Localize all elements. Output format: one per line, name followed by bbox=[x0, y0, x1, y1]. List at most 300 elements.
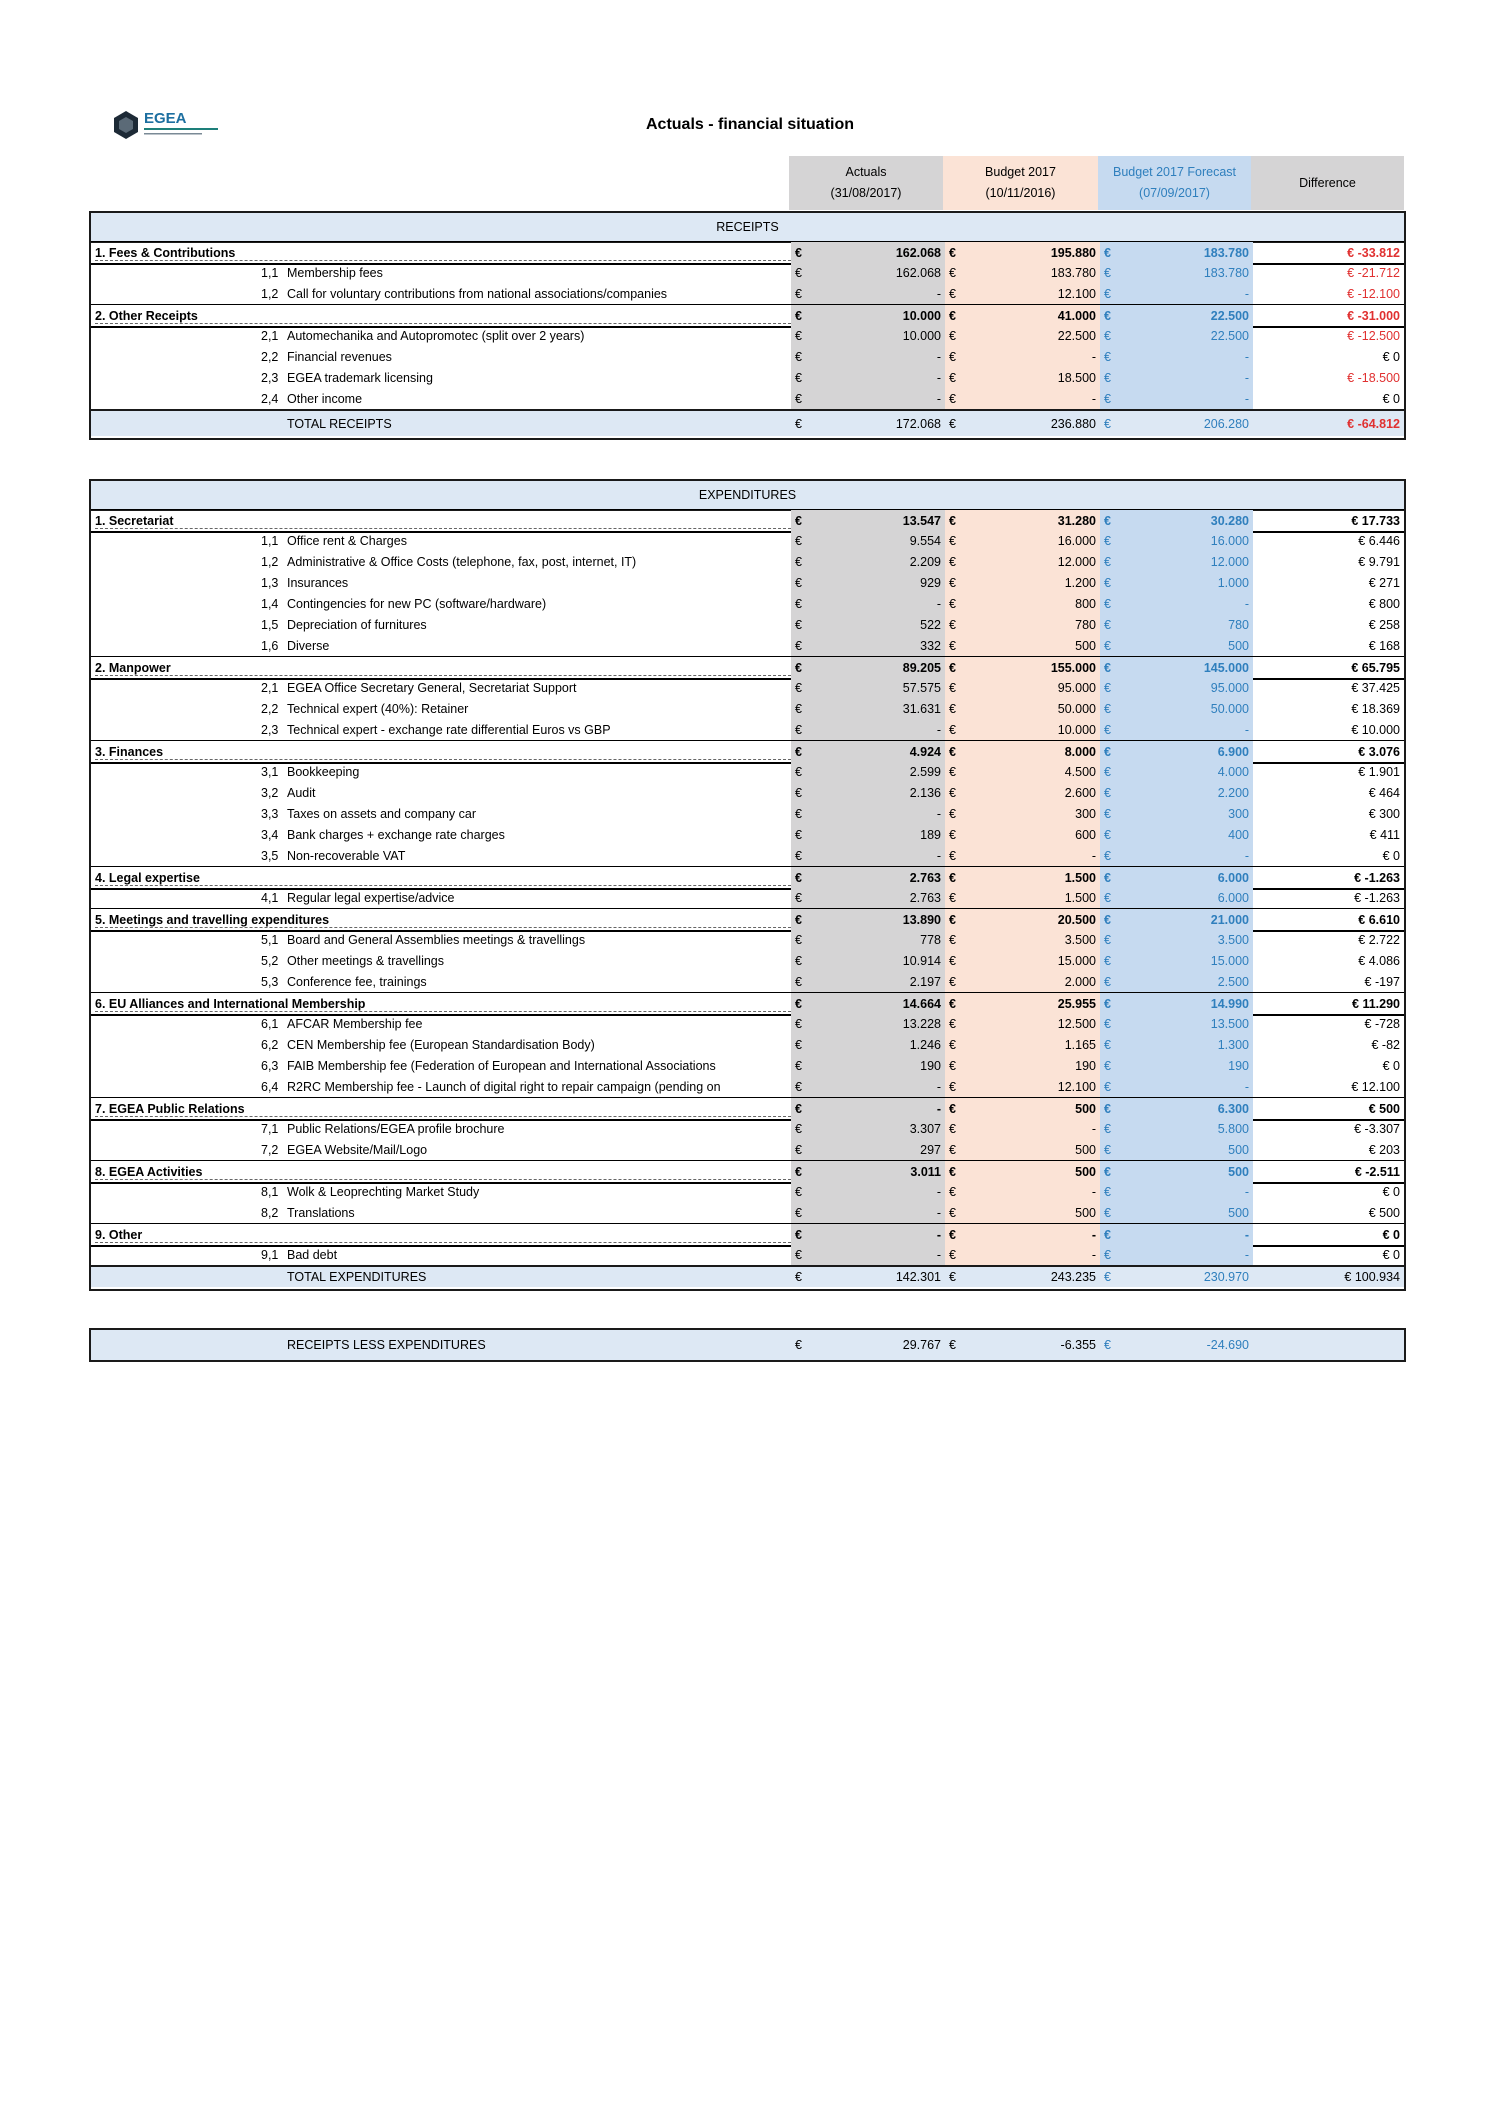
actual-value: 1.246 bbox=[909, 1037, 941, 1052]
row-label-text: Board and General Assemblies meetings & travellings bbox=[287, 932, 586, 947]
actual-value-cell bbox=[791, 1013, 945, 1034]
difference-cell bbox=[1253, 1224, 1404, 1245]
col-head-forecast bbox=[1098, 156, 1251, 210]
row-label-text: Regular legal expertise/advice bbox=[287, 890, 455, 905]
currency-symbol: € bbox=[795, 722, 802, 737]
currency-symbol: € bbox=[949, 660, 956, 675]
difference-cell bbox=[1253, 1139, 1404, 1160]
row-code: 4,1 bbox=[261, 890, 279, 905]
currency-symbol: € bbox=[949, 1142, 956, 1157]
forecast-value-cell bbox=[1100, 1224, 1253, 1245]
currency-symbol: € bbox=[1104, 1121, 1111, 1136]
actual-value-cell bbox=[791, 867, 945, 888]
forecast-value-cell bbox=[1100, 1330, 1253, 1360]
row-code: 1,2 bbox=[261, 286, 279, 301]
budget-value-cell bbox=[945, 719, 1100, 740]
currency-symbol: € bbox=[1104, 328, 1111, 343]
row-code: 2,1 bbox=[261, 328, 279, 343]
forecast-value-cell bbox=[1100, 388, 1253, 409]
row-label bbox=[91, 845, 791, 866]
currency-symbol: € bbox=[1104, 1247, 1111, 1262]
difference-value: € 0 bbox=[1382, 349, 1400, 364]
row-label-text: Administrative & Office Costs (telephone, fax, post, internet, IT) bbox=[287, 554, 637, 569]
currency-symbol: € bbox=[795, 1338, 802, 1352]
forecast-value: 1.000 bbox=[1217, 575, 1249, 590]
actual-value-cell bbox=[791, 305, 945, 326]
budget-value-cell bbox=[945, 510, 1100, 531]
forecast-value-cell bbox=[1100, 346, 1253, 367]
currency-symbol: € bbox=[795, 1121, 802, 1136]
budget-value: 16.000 bbox=[1057, 533, 1096, 548]
row-label-text: CEN Membership fee (European Standardisation Body) bbox=[287, 1037, 595, 1052]
difference-value: € 1.901 bbox=[1358, 764, 1400, 779]
currency-symbol: € bbox=[949, 1270, 956, 1284]
row-label bbox=[91, 761, 791, 782]
difference-value: € 0 bbox=[1382, 1247, 1400, 1262]
row-label-text: Financial revenues bbox=[287, 349, 392, 364]
budget-value-cell bbox=[945, 1224, 1100, 1245]
currency-symbol: € bbox=[949, 806, 956, 821]
row-label-text: Call for voluntary contributions from national associations/companies bbox=[287, 286, 668, 301]
actual-value-cell bbox=[791, 1224, 945, 1245]
table-row bbox=[91, 614, 1404, 635]
forecast-value-cell bbox=[1100, 677, 1253, 698]
budget-value-cell bbox=[945, 635, 1100, 656]
row-label-text: Translations bbox=[287, 1205, 355, 1220]
budget-value: 183.780 bbox=[1050, 265, 1096, 280]
currency-symbol: € bbox=[795, 533, 802, 548]
currency-symbol: € bbox=[1104, 1016, 1111, 1031]
currency-symbol: € bbox=[949, 701, 956, 716]
actual-value: 2.599 bbox=[909, 764, 941, 779]
difference-cell bbox=[1253, 761, 1404, 782]
row-label-text: Wolk & Leoprechting Market Study bbox=[287, 1184, 480, 1199]
actual-value: - bbox=[936, 596, 941, 611]
currency-symbol: € bbox=[949, 391, 956, 406]
currency-symbol: € bbox=[795, 744, 802, 759]
forecast-value: 3.500 bbox=[1217, 932, 1249, 947]
forecast-value: 6.000 bbox=[1217, 870, 1249, 885]
total-row bbox=[91, 1265, 1404, 1287]
currency-symbol: € bbox=[795, 1270, 802, 1284]
forecast-value-cell bbox=[1100, 593, 1253, 614]
actual-value: 29.767 bbox=[902, 1338, 941, 1352]
currency-symbol: € bbox=[949, 680, 956, 695]
actual-value-cell bbox=[791, 530, 945, 551]
actual-value-cell bbox=[791, 325, 945, 346]
budget-value-cell bbox=[945, 1244, 1100, 1265]
actual-value: - bbox=[936, 848, 941, 863]
row-label-text: Insurances bbox=[287, 575, 349, 590]
forecast-value-cell bbox=[1100, 782, 1253, 803]
table-row bbox=[91, 719, 1404, 740]
currency-symbol: € bbox=[1104, 308, 1111, 323]
col-actuals-label: Actuals bbox=[845, 165, 887, 179]
row-code: 7,2 bbox=[261, 1142, 279, 1157]
actual-value-cell bbox=[791, 1244, 945, 1265]
currency-symbol: € bbox=[949, 912, 956, 927]
forecast-value: 500 bbox=[1228, 1142, 1249, 1157]
budget-value: 12.100 bbox=[1057, 286, 1096, 301]
row-label-text: FAIB Membership fee (Federation of European and International Associations bbox=[287, 1058, 716, 1073]
actual-value-cell bbox=[791, 572, 945, 593]
forecast-value: 95.000 bbox=[1210, 680, 1249, 695]
currency-symbol: € bbox=[949, 286, 956, 301]
difference-value: € 6.446 bbox=[1358, 533, 1400, 548]
forecast-value-cell bbox=[1100, 761, 1253, 782]
row-label-text: EGEA Website/Mail/Logo bbox=[287, 1142, 428, 1157]
table-row bbox=[91, 1244, 1404, 1265]
row-label bbox=[91, 741, 791, 762]
forecast-value-cell bbox=[1100, 929, 1253, 950]
currency-symbol: € bbox=[1104, 596, 1111, 611]
currency-symbol: € bbox=[1104, 953, 1111, 968]
row-label-text: Audit bbox=[287, 785, 316, 800]
currency-symbol: € bbox=[949, 554, 956, 569]
difference-value: € -1.263 bbox=[1354, 870, 1400, 885]
table-row bbox=[91, 698, 1404, 719]
difference-cell bbox=[1253, 283, 1404, 304]
row-code: 2,2 bbox=[261, 701, 279, 716]
actual-value: - bbox=[936, 286, 941, 301]
actual-value-cell bbox=[791, 845, 945, 866]
difference-cell bbox=[1253, 657, 1404, 678]
currency-symbol: € bbox=[795, 764, 802, 779]
row-label-text: R2RC Membership fee - Launch of digital right to repair campaign (pending on bbox=[287, 1079, 721, 1094]
actual-value: 332 bbox=[920, 638, 941, 653]
difference-value: € 0 bbox=[1382, 848, 1400, 863]
currency-symbol: € bbox=[949, 416, 956, 431]
currency-symbol: € bbox=[949, 265, 956, 280]
currency-symbol: € bbox=[949, 370, 956, 385]
currency-symbol: € bbox=[949, 596, 956, 611]
forecast-value: 13.500 bbox=[1210, 1016, 1249, 1031]
difference-value: € 37.425 bbox=[1351, 680, 1400, 695]
forecast-value: 50.000 bbox=[1210, 701, 1249, 716]
row-label bbox=[91, 909, 791, 930]
difference-value: € 500 bbox=[1368, 1101, 1400, 1116]
forecast-value-cell bbox=[1100, 305, 1253, 326]
budget-value: 195.880 bbox=[1050, 245, 1096, 260]
currency-symbol: € bbox=[1104, 349, 1111, 364]
actual-value-cell bbox=[791, 761, 945, 782]
forecast-value: - bbox=[1244, 370, 1249, 385]
row-label bbox=[91, 824, 791, 845]
currency-symbol: € bbox=[949, 722, 956, 737]
currency-symbol: € bbox=[1104, 764, 1111, 779]
actual-value: 14.664 bbox=[902, 996, 941, 1011]
difference-cell bbox=[1253, 993, 1404, 1014]
col-actuals-date: (31/08/2017) bbox=[830, 186, 902, 200]
row-label bbox=[91, 1267, 791, 1287]
row-label bbox=[91, 677, 791, 698]
difference-value: € 500 bbox=[1368, 1205, 1400, 1220]
table-row bbox=[91, 367, 1404, 388]
actual-value: 10.000 bbox=[902, 328, 941, 343]
actual-value-cell bbox=[791, 657, 945, 678]
forecast-value: 206.280 bbox=[1203, 416, 1249, 431]
currency-symbol: € bbox=[795, 575, 802, 590]
actual-value-cell bbox=[791, 1076, 945, 1097]
budget-value-cell bbox=[945, 761, 1100, 782]
receipts-header: RECEIPTS bbox=[91, 213, 1404, 243]
currency-symbol: € bbox=[1104, 660, 1111, 675]
table-row bbox=[91, 1139, 1404, 1160]
actual-value-cell bbox=[791, 411, 945, 436]
col-head-actuals bbox=[789, 156, 943, 210]
difference-value: € -82 bbox=[1371, 1037, 1400, 1052]
currency-symbol: € bbox=[1104, 1037, 1111, 1052]
table-row bbox=[91, 262, 1404, 283]
row-label-text: Other meetings & travellings bbox=[287, 953, 445, 968]
page-title: Actuals - financial situation bbox=[645, 116, 855, 133]
actual-value-cell bbox=[791, 1202, 945, 1223]
actual-value-cell bbox=[791, 1330, 945, 1360]
actual-value: 2.209 bbox=[909, 554, 941, 569]
actual-value-cell bbox=[791, 677, 945, 698]
difference-value: € -197 bbox=[1364, 974, 1400, 989]
difference-value: € -2.511 bbox=[1354, 1164, 1400, 1179]
currency-symbol: € bbox=[1104, 533, 1111, 548]
row-label-text: Depreciation of furnitures bbox=[287, 617, 427, 632]
currency-symbol: € bbox=[1104, 391, 1111, 406]
budget-value: 2.000 bbox=[1064, 974, 1096, 989]
actual-value-cell bbox=[791, 262, 945, 283]
currency-symbol: € bbox=[795, 1142, 802, 1157]
forecast-value: 14.990 bbox=[1210, 996, 1249, 1011]
currency-symbol: € bbox=[795, 996, 802, 1011]
row-label-text: 2. Manpower bbox=[95, 660, 171, 675]
difference-cell bbox=[1253, 1055, 1404, 1076]
row-code: 8,2 bbox=[261, 1205, 279, 1220]
currency-symbol: € bbox=[949, 245, 956, 260]
row-label-text: Non-recoverable VAT bbox=[287, 848, 406, 863]
budget-value: - bbox=[1091, 1121, 1096, 1136]
table-row bbox=[91, 887, 1404, 908]
currency-symbol: € bbox=[1104, 286, 1111, 301]
forecast-value-cell bbox=[1100, 845, 1253, 866]
budget-value-cell bbox=[945, 325, 1100, 346]
currency-symbol: € bbox=[795, 1205, 802, 1220]
forecast-value-cell bbox=[1100, 325, 1253, 346]
difference-cell bbox=[1253, 346, 1404, 367]
budget-value-cell bbox=[945, 305, 1100, 326]
budget-value-cell bbox=[945, 845, 1100, 866]
currency-symbol: € bbox=[1104, 701, 1111, 716]
row-label bbox=[91, 551, 791, 572]
row-label-text: 8. EGEA Activities bbox=[95, 1164, 203, 1179]
currency-symbol: € bbox=[795, 391, 802, 406]
row-code: 5,3 bbox=[261, 974, 279, 989]
difference-value: € 0 bbox=[1382, 1184, 1400, 1199]
forecast-value: 500 bbox=[1228, 1164, 1249, 1179]
row-label-text: Taxes on assets and company car bbox=[287, 806, 476, 821]
forecast-value: 500 bbox=[1228, 1205, 1249, 1220]
currency-symbol: € bbox=[795, 660, 802, 675]
total-row bbox=[91, 1330, 1404, 1360]
currency-symbol: € bbox=[795, 1037, 802, 1052]
actual-value: - bbox=[936, 1101, 941, 1116]
forecast-value: - bbox=[1244, 1079, 1249, 1094]
row-code: 7,1 bbox=[261, 1121, 279, 1136]
forecast-value: 4.000 bbox=[1217, 764, 1249, 779]
currency-symbol: € bbox=[1104, 575, 1111, 590]
actual-value: 142.301 bbox=[895, 1270, 941, 1284]
budget-value: 236.880 bbox=[1050, 416, 1096, 431]
currency-symbol: € bbox=[949, 1121, 956, 1136]
row-code: 3,1 bbox=[261, 764, 279, 779]
difference-cell bbox=[1253, 614, 1404, 635]
expenditures-header: EXPENDITURES bbox=[91, 481, 1404, 511]
difference-value: € 17.733 bbox=[1351, 513, 1400, 528]
currency-symbol: € bbox=[949, 1184, 956, 1199]
difference-value: € 464 bbox=[1368, 785, 1400, 800]
difference-value: € -18.500 bbox=[1347, 370, 1400, 385]
actual-value: 2.763 bbox=[909, 890, 941, 905]
row-label bbox=[91, 367, 791, 388]
forecast-value: 22.500 bbox=[1210, 328, 1249, 343]
budget-value-cell bbox=[945, 1034, 1100, 1055]
actual-value-cell bbox=[791, 741, 945, 762]
row-label bbox=[91, 1139, 791, 1160]
forecast-value: -24.690 bbox=[1206, 1338, 1249, 1352]
row-code: 6,3 bbox=[261, 1058, 279, 1073]
currency-symbol: € bbox=[1104, 932, 1111, 947]
budget-value: 4.500 bbox=[1064, 764, 1096, 779]
budget-value: 500 bbox=[1075, 1164, 1096, 1179]
budget-value-cell bbox=[945, 657, 1100, 678]
budget-value-cell bbox=[945, 388, 1100, 409]
actual-value: - bbox=[936, 1079, 941, 1094]
currency-symbol: € bbox=[1104, 890, 1111, 905]
col-head-budget bbox=[943, 156, 1098, 210]
row-label-text: Bank charges + exchange rate charges bbox=[287, 827, 505, 842]
forecast-value-cell bbox=[1100, 1202, 1253, 1223]
table-row bbox=[91, 971, 1404, 992]
currency-symbol: € bbox=[1104, 744, 1111, 759]
difference-cell bbox=[1253, 510, 1404, 531]
currency-symbol: € bbox=[795, 349, 802, 364]
budget-value-cell bbox=[945, 698, 1100, 719]
budget-value-cell bbox=[945, 909, 1100, 930]
col-forecast-label: Budget 2017 Forecast bbox=[1113, 165, 1236, 179]
row-label bbox=[91, 510, 791, 531]
row-label-text: Membership fees bbox=[287, 265, 383, 280]
difference-value: € 258 bbox=[1368, 617, 1400, 632]
forecast-value-cell bbox=[1100, 1244, 1253, 1265]
forecast-value-cell bbox=[1100, 1118, 1253, 1139]
forecast-value: - bbox=[1244, 596, 1249, 611]
table-row bbox=[91, 1181, 1404, 1202]
row-label bbox=[91, 1118, 791, 1139]
currency-symbol: € bbox=[1104, 848, 1111, 863]
row-label bbox=[91, 1013, 791, 1034]
budget-value: 155.000 bbox=[1050, 660, 1096, 675]
table-row bbox=[91, 593, 1404, 614]
budget-value: 18.500 bbox=[1057, 370, 1096, 385]
difference-cell bbox=[1253, 887, 1404, 908]
currency-symbol: € bbox=[795, 286, 802, 301]
actual-value: - bbox=[936, 1184, 941, 1199]
actual-value-cell bbox=[791, 993, 945, 1014]
forecast-value: 183.780 bbox=[1203, 245, 1249, 260]
actual-value-cell bbox=[791, 1034, 945, 1055]
difference-cell bbox=[1253, 698, 1404, 719]
difference-cell bbox=[1253, 325, 1404, 346]
currency-symbol: € bbox=[1104, 370, 1111, 385]
table-row bbox=[91, 929, 1404, 950]
row-label-text: Bad debt bbox=[287, 1247, 338, 1262]
currency-symbol: € bbox=[795, 1184, 802, 1199]
currency-symbol: € bbox=[1104, 1338, 1111, 1352]
table-row bbox=[91, 824, 1404, 845]
actual-value: 31.631 bbox=[902, 701, 941, 716]
table-row bbox=[91, 530, 1404, 551]
row-label-text: Contingencies for new PC (software/hardware) bbox=[287, 596, 547, 611]
forecast-value: 21.000 bbox=[1210, 912, 1249, 927]
difference-value: € 6.610 bbox=[1358, 912, 1400, 927]
currency-symbol: € bbox=[949, 575, 956, 590]
actual-value: 172.068 bbox=[895, 416, 941, 431]
forecast-value-cell bbox=[1100, 719, 1253, 740]
row-label-text: 9. Other bbox=[95, 1227, 143, 1242]
row-label-text: Bookkeeping bbox=[287, 764, 360, 779]
difference-cell bbox=[1253, 388, 1404, 409]
logo-text: EGEA bbox=[144, 110, 187, 127]
currency-symbol: € bbox=[795, 890, 802, 905]
budget-value-cell bbox=[945, 593, 1100, 614]
difference-cell bbox=[1253, 719, 1404, 740]
currency-symbol: € bbox=[795, 617, 802, 632]
currency-symbol: € bbox=[1104, 785, 1111, 800]
actual-value: - bbox=[936, 349, 941, 364]
forecast-value-cell bbox=[1100, 1098, 1253, 1119]
actual-value: 10.000 bbox=[902, 308, 941, 323]
actual-value: - bbox=[936, 722, 941, 737]
row-label bbox=[91, 993, 791, 1014]
budget-value-cell bbox=[945, 803, 1100, 824]
currency-symbol: € bbox=[795, 245, 802, 260]
forecast-value: - bbox=[1244, 1227, 1249, 1242]
currency-symbol: € bbox=[795, 953, 802, 968]
forecast-value-cell bbox=[1100, 909, 1253, 930]
currency-symbol: € bbox=[949, 764, 956, 779]
currency-symbol: € bbox=[795, 1079, 802, 1094]
actual-value: 13.228 bbox=[902, 1016, 941, 1031]
difference-cell bbox=[1253, 782, 1404, 803]
row-label-text: Technical expert (40%): Retainer bbox=[287, 701, 469, 716]
forecast-value-cell bbox=[1100, 283, 1253, 304]
budget-value: 10.000 bbox=[1057, 722, 1096, 737]
actual-value-cell bbox=[791, 887, 945, 908]
row-code: 5,2 bbox=[261, 953, 279, 968]
total-row bbox=[91, 409, 1404, 436]
budget-value: 12.100 bbox=[1057, 1079, 1096, 1094]
budget-value-cell bbox=[945, 1098, 1100, 1119]
budget-value-cell bbox=[945, 971, 1100, 992]
difference-value: € 800 bbox=[1368, 596, 1400, 611]
budget-value: 1.500 bbox=[1064, 870, 1096, 885]
forecast-value-cell bbox=[1100, 1139, 1253, 1160]
actual-value: 9.554 bbox=[909, 533, 941, 548]
table-row bbox=[91, 325, 1404, 346]
budget-value: 20.500 bbox=[1057, 912, 1096, 927]
actual-value: 89.205 bbox=[902, 660, 941, 675]
budget-value: 2.600 bbox=[1064, 785, 1096, 800]
difference-cell bbox=[1253, 635, 1404, 656]
row-label-text: Automechanika and Autopromotec (split over 2 years) bbox=[287, 328, 585, 343]
difference-value: € 168 bbox=[1368, 638, 1400, 653]
